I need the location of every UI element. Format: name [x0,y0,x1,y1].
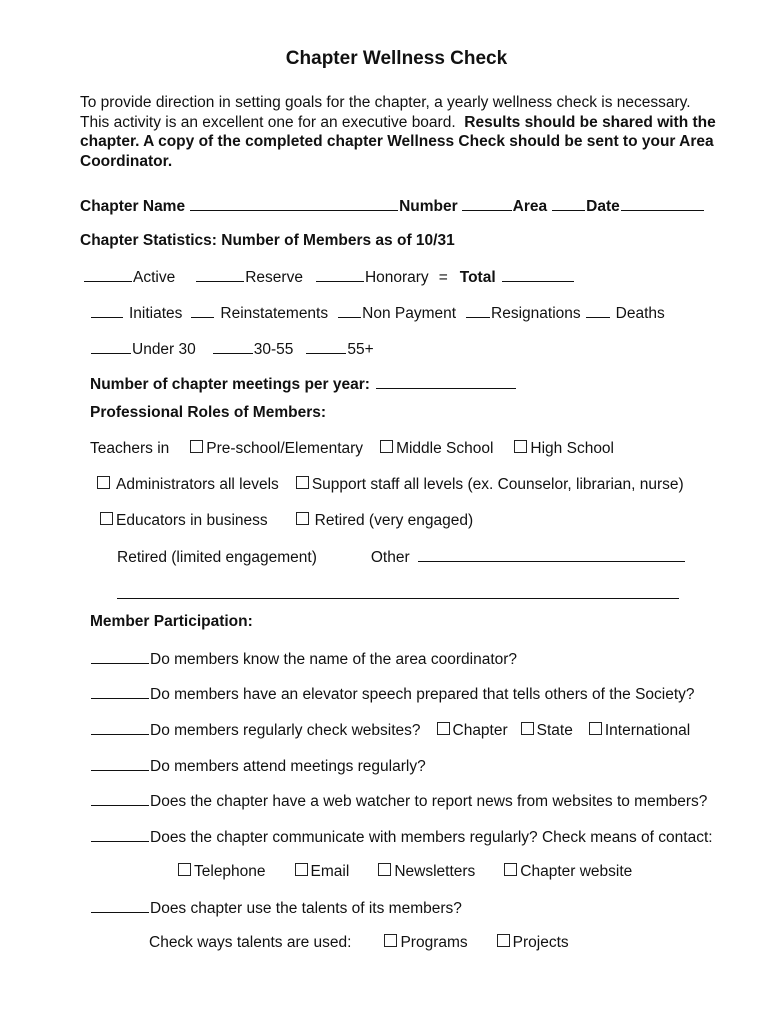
websites-chapter-label: Chapter [452,722,508,739]
websites-international-label: International [604,722,691,739]
question-7-label: Does chapter use the talents of its members? [150,900,462,917]
telephone-checkbox[interactable] [178,863,191,876]
question-2-row [90,684,695,704]
other-label: Other [370,549,410,566]
educators-business-checkbox[interactable] [100,512,113,525]
question-7-row [90,898,462,918]
middle-school-checkbox[interactable] [380,440,393,453]
deaths-label: Deaths [615,305,665,322]
meetings-field[interactable] [376,374,516,389]
support-staff-label: Support staff all levels (ex. Counselor, librarian, nurse) [311,476,684,493]
admin-row [97,476,684,494]
teachers-row [90,440,614,458]
chapter-website-label: Chapter website [520,863,633,880]
area-label: Area [512,198,548,215]
question-4-row [90,756,426,776]
resignations-field[interactable] [466,303,490,318]
reserve-field[interactable] [196,267,244,282]
talents-row [149,934,569,952]
high-school-label: High School [530,440,614,457]
question-1-field[interactable] [91,649,149,664]
chapter-name-field[interactable] [190,196,398,211]
membership-row [83,267,575,287]
reinstatements-field[interactable] [191,303,214,318]
date-label: Date [586,198,620,215]
question-3-label: Do members regularly check websites? [150,722,421,739]
websites-state-checkbox[interactable] [521,722,534,735]
teachers-in-label: Teachers in [90,440,170,457]
under30-label: Under 30 [132,341,196,358]
age30-55-field[interactable] [213,339,253,354]
age30-55-label: 30-55 [253,341,294,358]
middle-school-label: Middle School [396,440,494,457]
contact-means-row [178,863,632,881]
websites-state-label: State [536,722,573,739]
question-1-row [90,649,517,669]
deaths-field[interactable] [586,303,610,318]
reserve-label: Reserve [245,269,303,286]
question-2-label: Do members have an elevator speech prepared that tells others of the Society? [150,686,695,703]
total-label: Total [459,269,496,286]
question-7-field[interactable] [91,898,149,913]
meetings-label: Number of chapter meetings per year: [90,376,370,393]
email-checkbox[interactable] [295,863,308,876]
age-row [90,339,374,359]
question-1-label: Do members know the name of the area coordinator? [150,651,518,668]
question-4-field[interactable] [91,756,149,771]
active-field[interactable] [84,267,132,282]
initiates-label: Initiates [129,305,183,322]
number-label: Number [399,198,458,215]
statistics-heading: Chapter Statistics: Number of Members as of 10/31 [80,232,455,249]
high-school-checkbox[interactable] [514,440,527,453]
active-label: Active [133,269,176,286]
chapter-info-row [80,196,705,216]
newsletters-label: Newsletters [394,863,476,880]
question-3-row [90,720,690,740]
area-field[interactable] [552,196,585,211]
administrators-checkbox[interactable] [97,476,110,489]
retired-other-row [117,547,686,567]
age55plus-field[interactable] [306,339,346,354]
preschool-label: Pre-school/Elementary [206,440,364,457]
question-2-field[interactable] [91,684,149,699]
intro-plain: To provide direction in setting goals for the chapter, a yearly wellness check is necessary. This activity is an excellent one for an executive board. [80,94,691,131]
date-field[interactable] [621,196,704,211]
talents-label: Check ways talents are used: [149,934,352,951]
question-5-field[interactable] [91,791,149,806]
question-3-field[interactable] [91,720,149,735]
educators-business-label: Educators in business [116,512,268,529]
equals-sign: = [438,269,448,286]
chapter-name-label: Chapter Name [80,198,186,215]
projects-checkbox[interactable] [497,934,510,947]
administrators-label: Administrators all levels [116,476,279,493]
email-label: Email [310,863,350,880]
reinstatements-label: Reinstatements [220,305,329,322]
participation-heading: Member Participation: [90,613,253,630]
telephone-label: Telephone [194,863,266,880]
preschool-checkbox[interactable] [190,440,203,453]
programs-label: Programs [400,934,468,951]
meetings-row [90,374,517,394]
page-title: Chapter Wellness Check [285,48,508,69]
honorary-field[interactable] [316,267,364,282]
chapter-website-checkbox[interactable] [504,863,517,876]
changes-row [90,303,665,323]
retired-engaged-checkbox[interactable] [296,512,309,525]
other-field-line-2[interactable] [117,598,679,599]
question-5-row [90,791,707,811]
newsletters-checkbox[interactable] [378,863,391,876]
retired-limited-label: Retired (limited engagement) [117,549,317,566]
non-payment-label: Non Payment [362,305,457,322]
intro-bold: Results should be shared with the chapter. A copy of the completed chapter Wellness Check should be sent to your Area Coordinator. [80,113,716,170]
number-field[interactable] [462,196,512,211]
total-field[interactable] [502,267,574,282]
question-5-label: Does the chapter have a web watcher to report news from websites to members? [150,793,708,810]
honorary-label: Honorary [364,269,429,286]
support-staff-checkbox[interactable] [296,476,309,489]
initiates-field[interactable] [91,303,123,318]
resignations-label: Resignations [491,305,581,322]
educators-row [100,512,473,530]
question-6-row [90,827,713,847]
retired-engaged-label: Retired (very engaged) [314,512,474,529]
roles-heading: Professional Roles of Members: [90,404,327,421]
other-field[interactable] [418,547,685,562]
websites-international-checkbox[interactable] [589,722,602,735]
programs-checkbox[interactable] [384,934,397,947]
age55plus-label: 55+ [347,341,374,358]
intro-paragraph [80,93,720,171]
under30-field[interactable] [91,339,131,354]
non-payment-field[interactable] [338,303,361,318]
projects-label: Projects [512,934,569,951]
question-6-field[interactable] [91,827,149,842]
websites-chapter-checkbox[interactable] [437,722,450,735]
question-4-label: Do members attend meetings regularly? [150,758,426,775]
question-6-label: Does the chapter communicate with members regularly? Check means of contact: [150,829,713,846]
